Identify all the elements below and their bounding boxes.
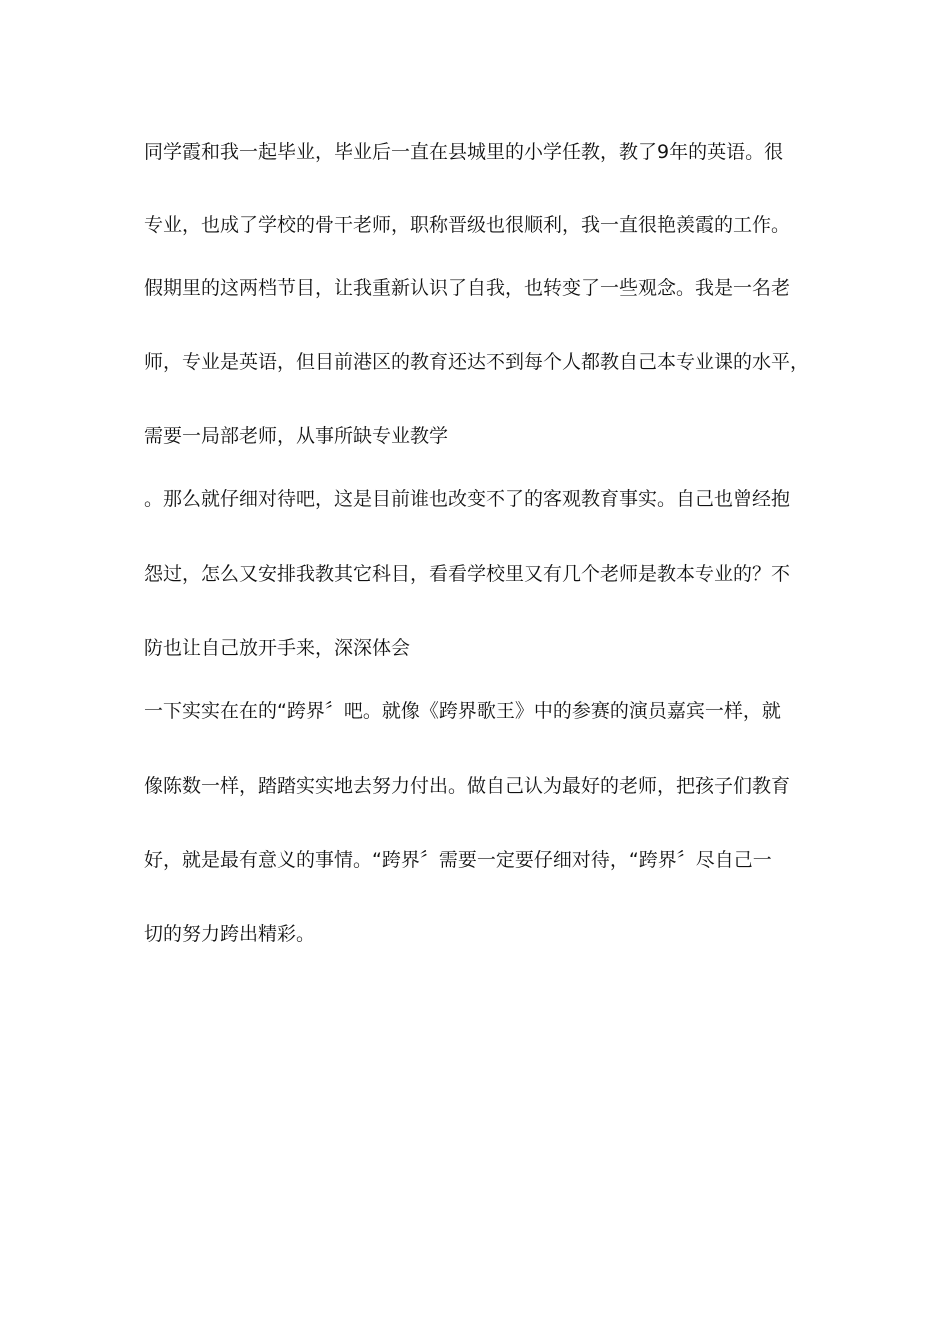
text-line-4: 师，专业是英语，但目前港区的教育还达不到每个人都教自己本专业课的水平， <box>144 351 810 373</box>
text-line-10: 像陈数一样，踏踏实实地去努力付出。做自己认为最好的老师，把孩子们教育 <box>144 775 791 797</box>
text-line-1: 同学霞和我一起毕业，毕业后一直在县城里的小学任教，教了9年的英语。很 <box>144 141 784 163</box>
text-line-12: 切的努力跨出精彩。 <box>144 923 316 945</box>
text-line-8: 防也让自己放开手来，深深体会 <box>144 637 411 659</box>
text-line-9: 一下实实在在的“跨界〞吧。就像《跨界歌王》中的参赛的演员嘉宾一样，就 <box>144 700 781 722</box>
text-line-2: 专业，也成了学校的骨干老师，职称晋级也很顺利，我一直很艳羡霞的工作。 <box>144 214 791 236</box>
text-line-5: 需要一局部老师，从事所缺专业教学 <box>144 425 449 447</box>
text-line-6: 。那么就仔细对待吧，这是目前谁也改变不了的客观教育事实。自己也曾经抱 <box>144 488 791 510</box>
text-line-3: 假期里的这两档节目，让我重新认识了自我，也转变了一些观念。我是一名老 <box>144 277 791 299</box>
text-line-11: 好，就是最有意义的事情。“跨界〞需要一定要仔细对待，“跨界〞尽自己一 <box>144 849 772 871</box>
text-line-7: 怨过，怎么又安排我教其它科目，看看学校里又有几个老师是教本专业的？不 <box>144 563 791 585</box>
